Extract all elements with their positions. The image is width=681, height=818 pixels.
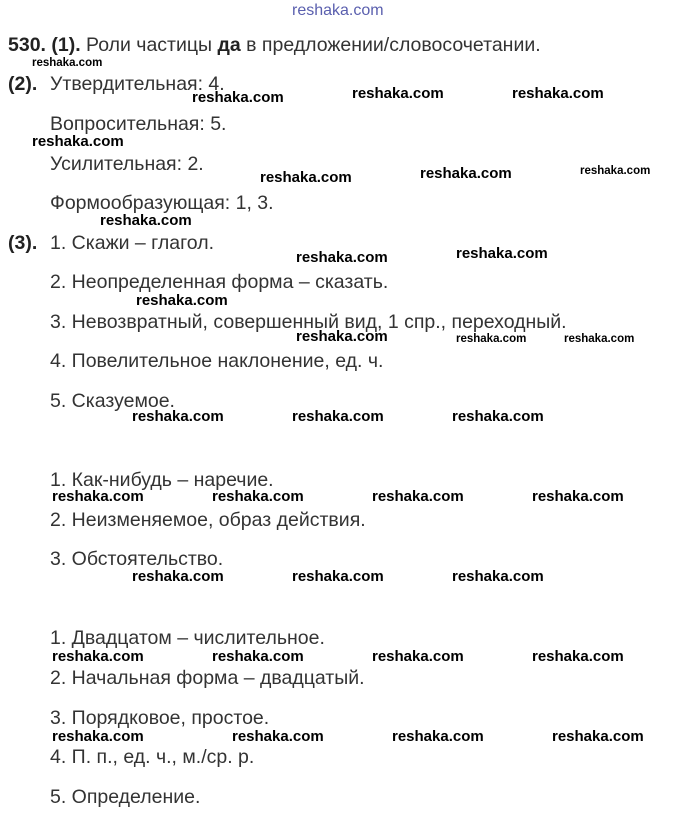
watermark: reshaka.com (512, 85, 604, 102)
analysis-line: 3. Обстоятельство. (50, 548, 224, 570)
watermark: reshaka.com (52, 648, 144, 665)
watermark: reshaka.com (136, 292, 228, 309)
task-number: 530. (8, 34, 46, 56)
analysis-line: 2. Неизменяемое, образ действия. (50, 509, 366, 531)
watermark: reshaka.com (296, 249, 388, 266)
watermark: reshaka.com (100, 212, 192, 229)
analysis-line: 3. Невозвратный, совершенный вид, 1 спр., переходный. (50, 311, 567, 333)
watermark: reshaka.com (372, 488, 464, 505)
watermark: reshaka.com (132, 408, 224, 425)
analysis-line: 5. Определение. (50, 786, 201, 808)
watermark: reshaka.com (452, 408, 544, 425)
part2-line: Формообразующая: 1, 3. (50, 192, 274, 214)
watermark: reshaka.com (292, 568, 384, 585)
task-title-before: Роли частицы (86, 34, 218, 56)
analysis-line: 1. Двадцатом – числительное. (50, 627, 325, 649)
watermark: reshaka.com (352, 85, 444, 102)
watermark: reshaka.com (192, 89, 284, 106)
watermark: reshaka.com (580, 165, 651, 177)
watermark: reshaka.com (132, 568, 224, 585)
task-title-after: в предложении/словосочетании. (240, 34, 541, 56)
watermark: reshaka.com (212, 488, 304, 505)
analysis-line: 2. Начальная форма – двадцатый. (50, 667, 365, 689)
watermark: reshaka.com (564, 333, 635, 345)
watermark: reshaka.com (52, 488, 144, 505)
watermark: reshaka.com (456, 245, 548, 262)
watermark: reshaka.com (420, 165, 512, 182)
watermark: reshaka.com (532, 648, 624, 665)
header-watermark: reshaka.com (292, 2, 384, 19)
analysis-line: 5. Сказуемое. (50, 390, 175, 412)
analysis-line: 2. Неопределенная форма – сказать. (50, 271, 389, 293)
analysis-line: 4. Повелительное наклонение, ед. ч. (50, 350, 384, 372)
watermark: reshaka.com (452, 568, 544, 585)
watermark: reshaka.com (232, 728, 324, 745)
part2-line: Усилительная: 2. (50, 153, 204, 175)
watermark: reshaka.com (372, 648, 464, 665)
watermark: reshaka.com (32, 57, 103, 69)
watermark: reshaka.com (552, 728, 644, 745)
task-title (8, 33, 541, 57)
watermark: reshaka.com (32, 133, 124, 150)
analysis-line: 1. Как-нибудь – наречие. (50, 469, 274, 491)
watermark: reshaka.com (296, 328, 388, 345)
watermark: reshaka.com (532, 488, 624, 505)
analysis-line: 1. Скажи – глагол. (50, 232, 214, 254)
watermark: reshaka.com (52, 728, 144, 745)
part2-line: Вопросительная: 5. (50, 113, 227, 135)
watermark: reshaka.com (212, 648, 304, 665)
task-part-label: (1). (51, 34, 81, 56)
analysis-line: 4. П. п., ед. ч., м./ср. р. (50, 746, 255, 768)
watermark: reshaka.com (260, 169, 352, 186)
watermark: reshaka.com (456, 333, 527, 345)
analysis-line: 3. Порядковое, простое. (50, 707, 270, 729)
watermark: reshaka.com (292, 408, 384, 425)
part2-label: (2). (8, 73, 38, 95)
task-title-bold: да (217, 34, 241, 56)
watermark: reshaka.com (392, 728, 484, 745)
part2-line: Утвердительная: 4. (50, 73, 225, 95)
part3-label: (3). (8, 232, 38, 254)
